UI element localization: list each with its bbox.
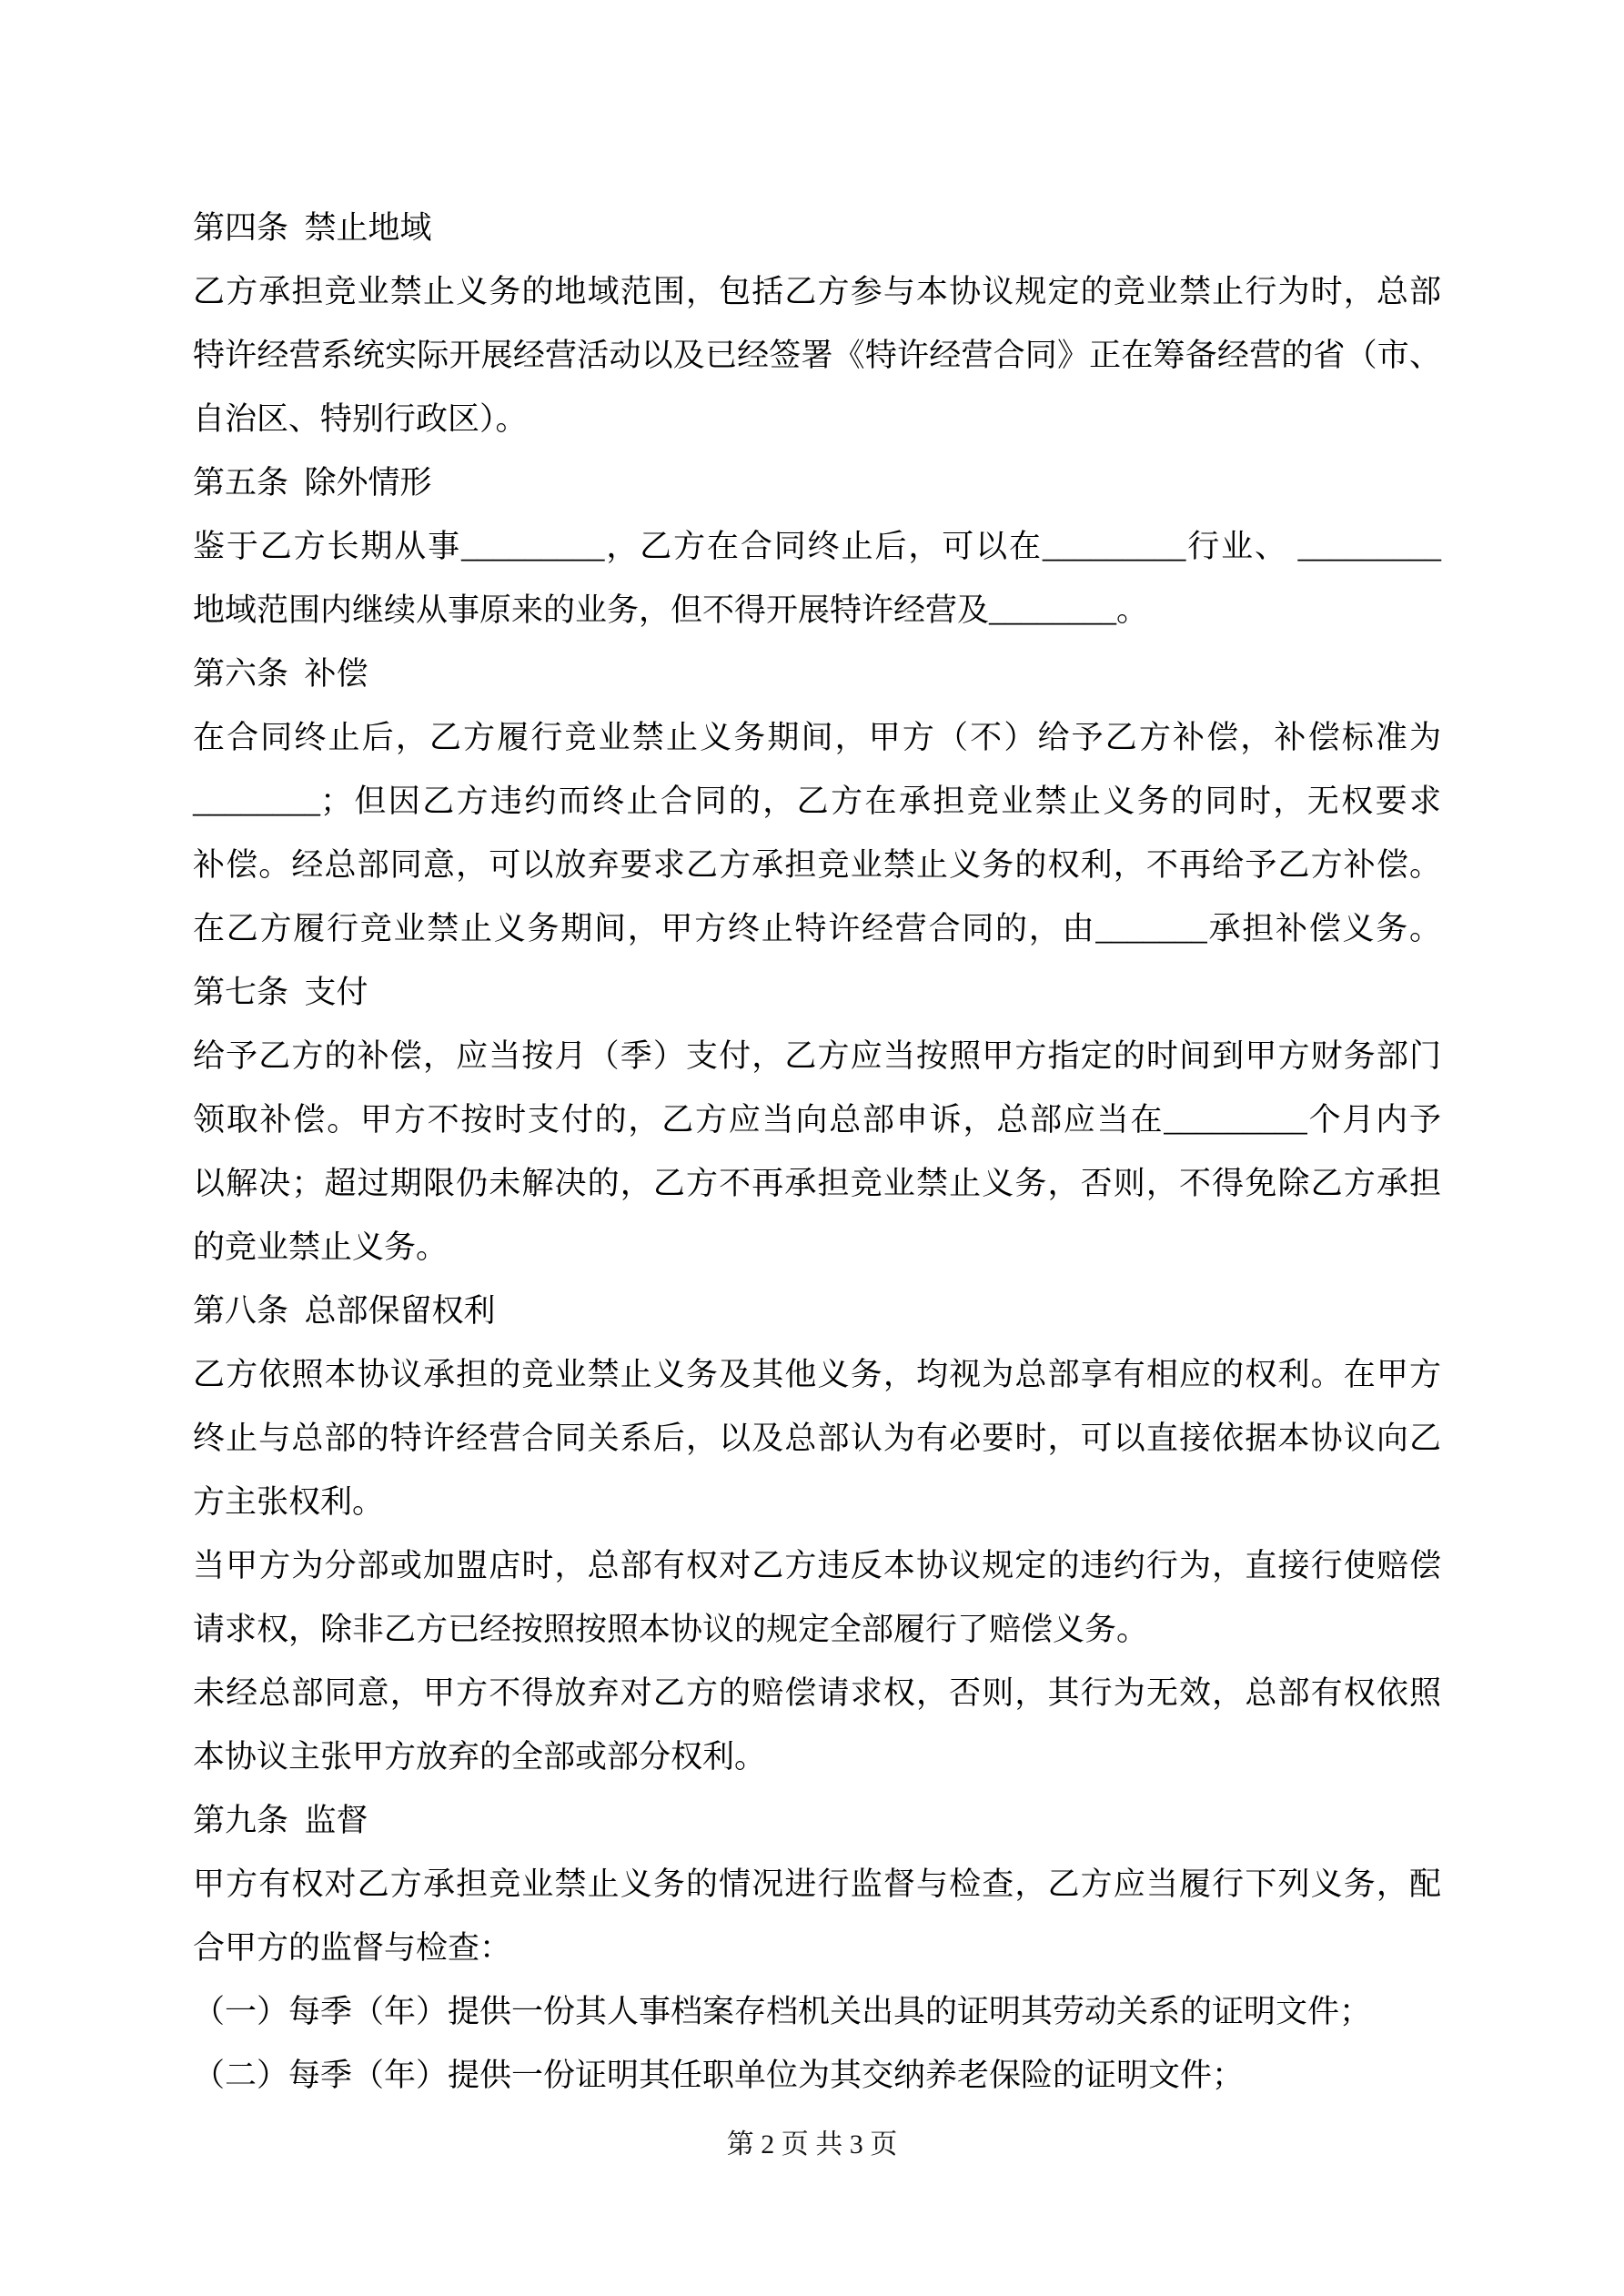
text-line: 鉴于乙方长期从事_________，乙方在合同终止后，可以在_________行业、 _________: [193, 529, 1441, 564]
page-number-label: 第 2 页 共 3 页: [726, 2129, 898, 2159]
text-line: 第六条 补偿: [193, 656, 368, 692]
text-line: （二）每季（年）提供一份证明其任职单位为其交纳养老保险的证明文件；: [193, 2058, 1245, 2093]
contract-body: [193, 197, 1441, 2108]
text-line: 第九条 监督: [193, 1803, 368, 1838]
text-line: 第八条 总部保留权利: [193, 1293, 496, 1329]
text-line: 本协议主张甲方放弃的全部或部分权利。: [193, 1739, 767, 1775]
text-line: 乙方依照本协议承担的竞业禁止义务及其他义务，均视为总部享有相应的权利。在甲方: [193, 1357, 1441, 1392]
text-line: 乙方承担竞业禁止义务的地域范围，包括乙方参与本协议规定的竞业禁止行为时，总部: [193, 274, 1441, 309]
text-line: 第五条 除外情形: [193, 465, 432, 501]
text-line: 第七条 支付: [193, 975, 368, 1010]
text-line: 甲方有权对乙方承担竞业禁止义务的情况进行监督与检查，乙方应当履行下列义务，配: [193, 1866, 1441, 1902]
text-line: 合甲方的监督与检查：: [193, 1930, 512, 1966]
text-line: 补偿。经总部同意，可以放弃要求乙方承担竞业禁止义务的权利，不再给予乙方补偿。: [193, 847, 1441, 883]
text-line: 在合同终止后，乙方履行竞业禁止义务期间，甲方（不）给予乙方补偿，补偿标准为: [193, 720, 1441, 755]
text-line: 地域范围内继续从事原来的业务，但不得开展特许经营及________。: [193, 592, 1149, 628]
text-line: 在乙方履行竞业禁止义务期间，甲方终止特许经营合同的，由_______承担补偿义务。: [193, 911, 1441, 946]
text-line: 第四条 禁止地域: [193, 210, 432, 246]
text-line: （一）每季（年）提供一份其人事档案存档机关出具的证明其劳动关系的证明文件；: [193, 1994, 1372, 2029]
text-line: 自治区、特别行政区）。: [193, 401, 528, 437]
text-line: 请求权，除非乙方已经按照按照本协议的规定全部履行了赔偿义务。: [193, 1612, 1149, 1647]
text-line: 方主张权利。: [193, 1484, 385, 1520]
text-line: 给予乙方的补偿，应当按月（季）支付，乙方应当按照甲方指定的时间到甲方财务部门: [193, 1038, 1441, 1074]
text-line: 以解决；超过期限仍未解决的，乙方不再承担竞业禁止义务，否则，不得免除乙方承担: [193, 1166, 1441, 1201]
text-line: 终止与总部的特许经营合同关系后，以及总部认为有必要时，可以直接依据本协议向乙: [193, 1421, 1441, 1456]
text-line: 特许经营系统实际开展经营活动以及已经签署《特许经营合同》正在筹备经营的省（市、: [193, 338, 1441, 373]
text-line: 的竞业禁止义务。: [193, 1229, 449, 1265]
text-line: ________；但因乙方违约而终止合同的，乙方在承担竞业禁止义务的同时，无权要求: [193, 784, 1441, 819]
page-footer: [0, 2129, 1624, 2160]
text-line: 当甲方为分部或加盟店时，总部有权对乙方违反本协议规定的违约行为，直接行使赔偿: [193, 1548, 1441, 1583]
text-line: 领取补偿。甲方不按时支付的，乙方应当向总部申诉，总部应当在_________个月内予: [193, 1102, 1441, 1138]
text-line: 未经总部同意，甲方不得放弃对乙方的赔偿请求权，否则，其行为无效，总部有权依照: [193, 1675, 1441, 1711]
